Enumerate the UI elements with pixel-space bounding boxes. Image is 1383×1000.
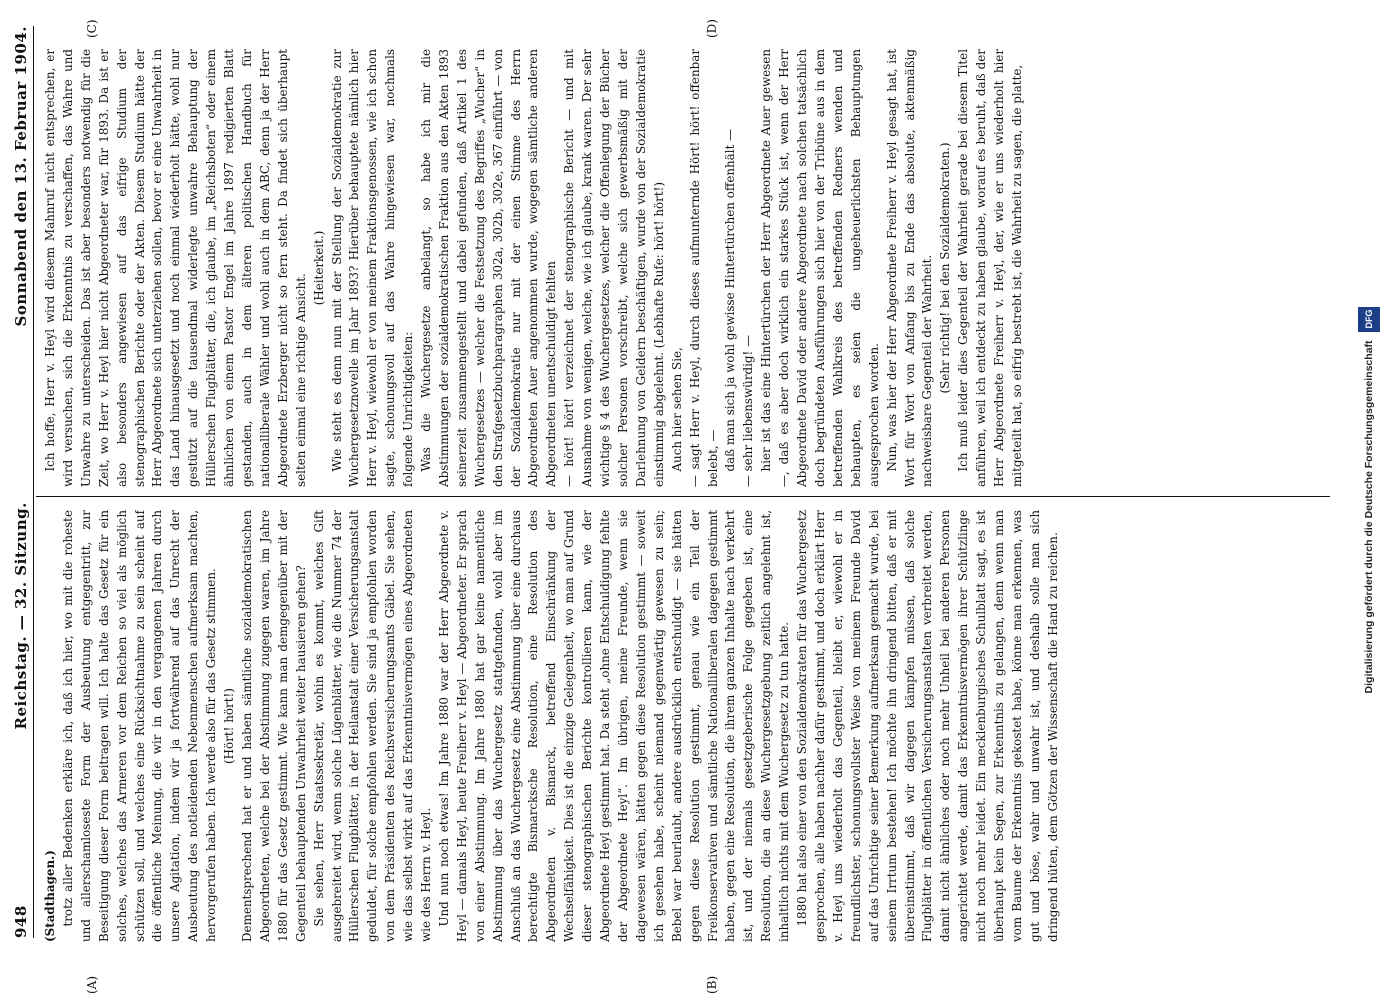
page-header: [0, 26, 30, 938]
paragraph: Wie steht es denn nun mit der Stellung der Sozialdemokratie zur Wuchergesetznovelle im Jahr 1893? Hierüber behauptete nämlich hier Herr v. Heyl, wiewohl er von meinem Fraktionsgenossen, wie ich schon sagte, schonungsvoll auf das Wahre hingewiesen war, nochmals folgende Unrichtigkeiten:: [329, 49, 416, 487]
quoted-paragraph: hier ist das eine Hintertürchen der Herr Abgeordnete Auer gewesen —, daß es aber doch wirklich ein starkes Stück ist, wenn der Herr Abgeordnete David oder andere Abgeordnete nach solchen tatsächlich doch begründeten Ausführungen sich hier von der Tribüne aus in dem betreffenden Wahlkreis des betreffenden Redners wenden und behaupten, es seien die ungeheuerlichsten Behauptungen ausgesprochen worden.: [759, 49, 881, 487]
dfg-logo-badge: DFG: [1358, 307, 1380, 332]
column-divider: [36, 496, 1330, 497]
paragraph: 1880 hat also einer von den Sozialdemokraten für das Wuchergesetz gesprochen, alle haben nachher dafür gestimmt, und doch erklärt Herr v. Heyl uns wiederholt das Gegenteil, bleibt er, wiewohl er in freundlichster, schonungsvollster Weise von meinem Freunde David auf das Unrichtige seiner Bemerkung aufmerksam gemacht wurde, bei seinem Irrtum bestehen! Ich möchte ihn dringend bitten, daß er mit übereinstimmt, daß wir dagegen kämpfen müssen, daß solche Flugblätter in öffentlichen Versicherungsanstalten verbreitet werden, damit nicht ähnliches oder noch mehr Unheil bei anderen Personen angerichtet werde, damit das Erkenntnisvermögen ihrer Schützlinge nicht noch mehr leidet. Ein mecklenburgisches Schulblatt sagt, es ist überhaupt kein Segen, zur Erkenntnis zu gelangen, denn wenn man vom Baume der Erkenntnis gekostet habe, könne man erkennen, was gut und böse, wahr und unwahr ist, und deshalb solle man sich dringend hüten, dem Götzen der Wissenschaft die Hand zu reichen.: [795, 510, 1060, 942]
footer-text: Digitalisierung gefördert durch die Deutsche Forschungsgemeinschaft: [1363, 340, 1375, 694]
quoted-paragraph: Auch hier sehen Sie,: [669, 347, 684, 472]
header-title: Reichstag. — 32. Sitzung.: [12, 502, 30, 730]
header-date: Sonnabend den 13. Februar 1904.: [12, 26, 30, 327]
page-number: 948: [12, 905, 30, 938]
paragraph: — sagt Herr v. Heyl, durch dieses aufmunternde Hört! hört! offenbar belebt, —: [687, 49, 720, 487]
paragraph: Und nun noch etwas! Im Jahre 1880 war der Herr Abgeordnete v. Heyl — damals Heyl, heute Freiherr v. Heyl — Abgeordneter. Er sprach von einer Abstimmung. Im Jahre 1880 hat gar keine namentliche Abstimmung über das Wuchergesetz stattgefunden, wohl aber im Anschluß an das Wuchergesetz eine Abstimmung über eine durchaus berechtigte Bismarcksche Resolution, eine Resolution des Abgeordneten v. Bismarck, betreffend Einschränkung der Wechselfähigkeit. Dies ist die einzige Gelegenheit, wo man auf Grund dieser stenographischen Berichte kontrollieren kann, wie der Abgeordnete Heyl gestimmt hat. Da steht „ohne Entschuldigung fehlte der Abgeordnete Heyl“. Im übrigen, meine Freunde, wenn sie dagewesen wären, hätten gegen diese Resolution gestimmt — soweit ich gesehen habe, scheint niemand gegenwärtig gewesen zu sein; Bebel war beurlaubt, andere ausdrücklich entschuldigt — sie hätten gegen diese Resolution gestimmt, genau wie ein Teil der Freikonservativen und sämtliche Nationalliberalen dagegen gestimmt haben, gegen eine Resolution, die ihrem ganzen Inhalte nach verkehrt ist, und der niemals gesetzgeberische Folge gegeben ist, eine Resolution, die an diese Wuchergesetzgebung zeitlich angelehnt ist, inhaltlich nichts mit dem Wuchergesetz zu tun hatte.: [436, 510, 792, 942]
paragraph: trotz aller Bedenken erkläre ich, daß ich hier, wo mit die roheste und allerschamloseste Form der Ausbeutung entgegentritt, zur Beseitigung dieser Form beitragen will. Ich halte das Gesetz für ein solches, welches das Armeren vor dem Reichen so viel als möglich schützen soll, und welches eine Rücksichtnahme zu sein scheint auf die öffentliche Meinung, die wir in den vergangenen Jahren durch unsere Agitation, indem wir ja fortwährend auf das Unrecht der Ausbeutung des notleidenden Nebenmenschen aufmerksam machten, hervorgerufen haben. Ich werde also für das Gesetz stimmen.: [60, 510, 219, 942]
digitization-footer: [1358, 0, 1378, 1000]
paragraph: Nun, was hier der Herr Abgeordnete Freiherr v. Heyl gesagt hat, ist Wort für Wort von Anfang bis zu Ende das absolute, aktenmäßig nachweisbare Gegenteil der Wahrheit.: [884, 49, 935, 487]
interjection: (Hört! hört!): [222, 688, 237, 764]
speaker-label: (Stadthagen.): [43, 850, 57, 942]
header-rule: [33, 26, 34, 938]
paragraph: Sie sehen, Herr Staatssekretär, wohin es kommt, welches Gift ausgebreitet wird, wenn solche Lügenblätter, wie die Nummer 74 der Hüllerschen Flugblätter, in der Heilanstalt einer Versicherungsanstalt geduldet, für solche empfohlen werden. Sie sind ja empfohlen worden von dem Präsidenten des Reichsversicherungsamts Gäbel. Sie sehen, wie das selbst wirkt auf das Erkenntnisvermögen eines Abgeordneten wie des Herrn v. Heyl.: [311, 510, 434, 942]
interjection: (Heiterkeit.): [311, 230, 326, 306]
quoted-paragraph: Was die Wuchergesetze anbelangt, so habe ich mir die Abstimmungen der sozialdemokratischen Fraktion aus den Akten 1893 seinerzeit zusammengestellt und dabei gefunden, daß Artikel 1 des Wuchergesetzes — welcher die Festsetzung des Begriffes „Wucher“ in den Strafgesetzbuchparagraphen 302a, 302b, 302e, 367 einführt — von der Sozialdemokratie nur mit der einen Stimme des Herrn Abgeordneten Auer angenommen wurde, wogegen sämtliche anderen Abgeordneten unentschuldigt fehlten: [419, 49, 559, 487]
margin-marker-c: (C): [85, 19, 99, 38]
paragraph: Dementsprechend hat er und haben sämtliche sozialdemokratischen Abgeordneten, welche bei der Abstimmung zugegen waren, im Jahre 1880 für das Gesetz gestimmt. Wie kann man demgegenüber mit der Gegenteil behauptenden Unwahrheit weiter hausieren gehen?: [239, 510, 308, 942]
paragraph: Ich muß leider dies Gegenteil der Wahrheit gerade bei diesem Titel anführen, weil ich entdeckt zu haben glaube, worauf es beruht, daß der Herr Abgeordnete Freiherr v. Heyl, der, wie er uns wiederholt hier mitgeteilt hat, so eifrig bestrebt ist, die Wahrheit zu sagen, die platte,: [956, 49, 1024, 487]
right-column: [42, 49, 1330, 487]
left-column: [42, 510, 1330, 942]
margin-marker-d: (D): [705, 19, 719, 38]
paragraph: Ich hoffe, Herr v. Heyl wird diesem Mahnruf nicht entsprechen, er wird versuchen, sich die Erkenntnis zu verschaffen, das Wahre und Unwahre zu unterscheiden. Das ist aber besonders notwendig für die Zeit, wo Herr v. Heyl hier nicht Abgeordneter war, für 1893. Da ist er also besonders angewiesen auf das eifrige Studium der stenographischen Berichte oder der Akten. Diesem Studium hätte der Herr Abgeordnete sich unterziehen sollen, bevor er eine Unwahrheit in das Land hinausgesetzt und noch einmal wiederholt hätte, wohl nur gestützt auf die tausendmal widerlegte unwahre Behauptung der Hüllerschen Flugblätter, die, ich glaube, im „Reichsboten“ oder einem ähnlichen von einem Pastor Engel im Jahre 1897 redigierten Blatt gestanden, auch in dem älteren politischen Handbuch für nationalliberale Wähler und wohl auch in dem ABC, denn ja der Herr Abgeordnete Erzberger nicht so fern steht. Da findet sich überhaupt selten einmal eine richtige Ansicht.: [43, 49, 308, 487]
margin-marker-b: (B): [705, 975, 719, 994]
paragraph: — hört! hört! verzeichnet der stenographische Bericht — und mit Ausnahme von wenigen, welche, wie ich glaube, krank waren. Der sehr wichtige § 4 des Wuchergesetzes, welcher die Offenlegung der Bücher solcher Personen vorschreibt, welche sich gewerbsmäßig mit der Darlehnung von Geldern beschäftigen, wurde von der Sozialdemokratie einstimmig abgelehnt. (Lebhafte Rufe: hört! hört!): [562, 49, 666, 487]
paragraph: — sehr liebenswürdig! —: [741, 335, 756, 487]
quoted-paragraph: daß man sich ja wohl gewisse Hintertürchen offenhält —: [723, 128, 738, 472]
interjection: (Sehr richtig! bei den Sozialdemokraten.): [938, 142, 953, 394]
margin-marker-a: (A): [85, 975, 99, 994]
